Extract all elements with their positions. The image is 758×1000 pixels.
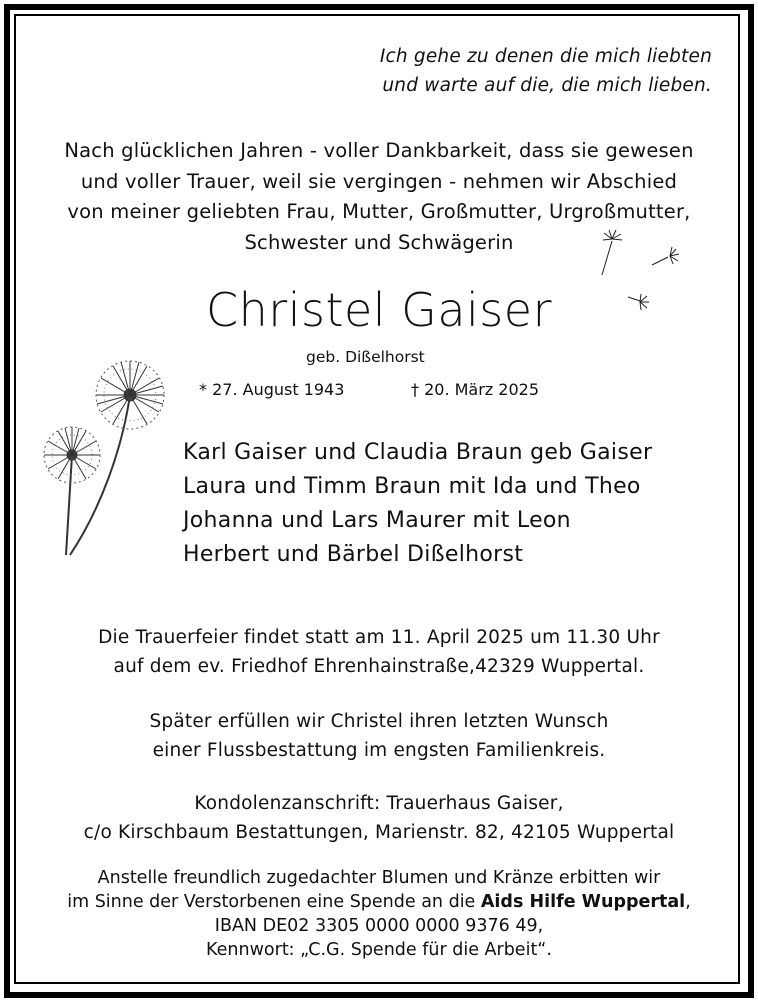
motto-line: Ich gehe zu denen die mich liebten: [379, 46, 712, 67]
donation-request: [0, 866, 758, 962]
last-wish: [0, 707, 758, 765]
maiden-name: geb. Dißelhorst: [306, 348, 425, 366]
dandelion-icon: [30, 340, 170, 570]
intro-line: Schwester und Schwägerin: [244, 230, 514, 254]
family-member: Laura und Timm Braun mit Ida und Theo: [183, 474, 641, 499]
donation-line: [0, 890, 758, 914]
condolence-line: Kondolenzanschrift: Trauerhaus Gaiser,: [194, 793, 564, 814]
family-member: Johanna und Lars Maurer mit Leon: [183, 508, 571, 533]
service-line: Die Trauerfeier findet statt am 11. April 2025 um 11.30 Uhr: [98, 627, 660, 648]
family-member: Karl Gaiser und Claudia Braun geb Gaiser: [183, 440, 653, 465]
family-member: Herbert und Bärbel Dißelhorst: [183, 542, 524, 567]
motto-line: und warte auf die, die mich lieben.: [382, 75, 712, 96]
funeral-service: [0, 623, 758, 681]
intro-line: und voller Trauer, weil sie vergingen - nehmen wir Abschied: [80, 169, 678, 193]
wish-line: einer Flussbestattung im engsten Familienkreis.: [152, 740, 606, 761]
motto: [380, 42, 712, 100]
donation-text: im Sinne der Verstorbenen eine Spende an die: [67, 892, 481, 912]
donation-iban: IBAN DE02 3305 0000 0000 9376 49,: [214, 916, 544, 936]
donation-text: ,: [685, 892, 691, 912]
family-list: [183, 436, 652, 572]
deceased-name: Christel Gaiser: [206, 283, 552, 337]
death-date: † 20. März 2025: [411, 380, 540, 399]
wish-line: Später erfüllen wir Christel ihren letzten Wunsch: [149, 711, 609, 732]
intro-line: Nach glücklichen Jahren - voller Dankbarkeit, dass sie gewesen: [64, 139, 694, 162]
donation-organization: Aids Hilfe Wuppertal: [480, 892, 686, 912]
donation-keyword: Kennwort: „C.G. Spende für die Arbeit“.: [206, 940, 552, 960]
condolence-address: [0, 789, 758, 847]
donation-line: Anstelle freundlich zugedachter Blumen und Kränze erbitten wir: [97, 868, 661, 888]
birth-date: * 27. August 1943: [199, 380, 345, 399]
condolence-line: c/o Kirschbaum Bestattungen, Marienstr. 82, 42105 Wuppertal: [83, 822, 675, 843]
service-line: auf dem ev. Friedhof Ehrenhainstraße,42329 Wuppertal.: [113, 656, 645, 677]
intro-line: von meiner geliebten Frau, Mutter, Großmutter, Urgroßmutter,: [67, 200, 691, 223]
